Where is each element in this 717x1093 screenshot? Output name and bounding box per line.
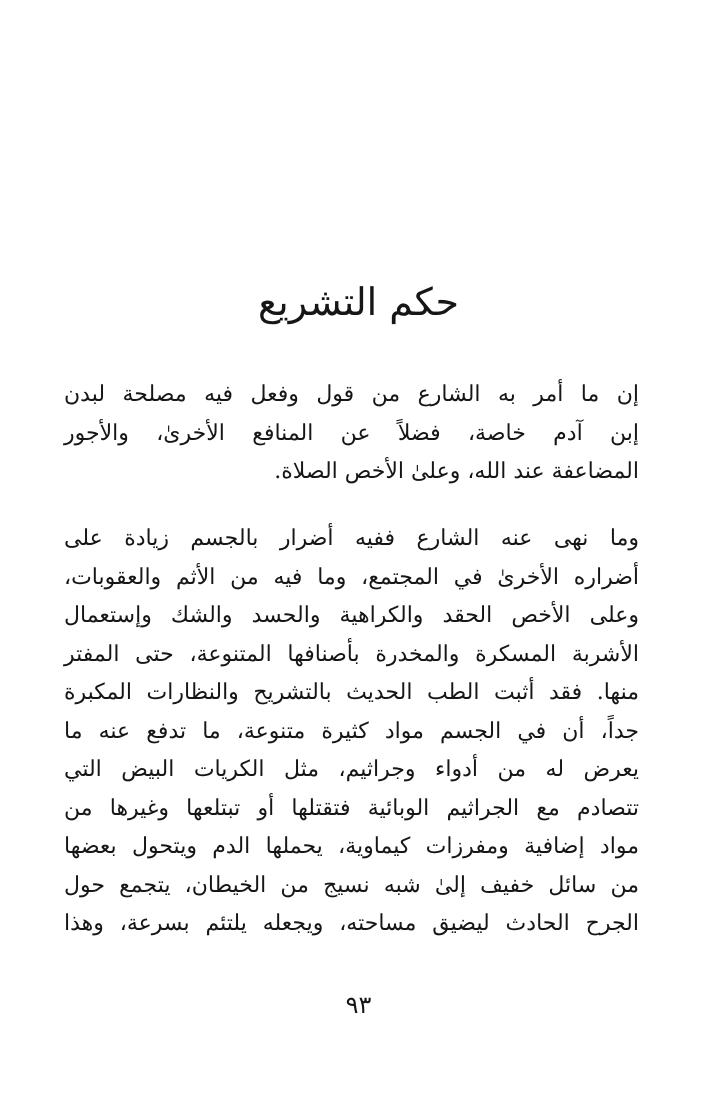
text-line: وما نهى عنه الشارع ففيه أضرار بالجسم زيادة على: [64, 526, 639, 551]
text-line: أضراره الأخرىٰ في المجتمع، وما فيه من الأثم والعقوبات،: [64, 564, 639, 590]
text-line: الجرح الحادث ليضيق مساحته، ويجعله يلتئم بسرعة، وهذا: [64, 911, 639, 936]
text-line: يعرض له من أدواء وجراثيم، مثل الكريات البيض التي: [64, 757, 639, 782]
text-line: إن ما أمر به الشارع من قول وفعل فيه مصلحة لبدن: [64, 382, 639, 407]
paragraph-1: [64, 376, 639, 492]
text-line: المضاعفة عند الله، وعلىٰ الأخص الصلاة.: [274, 459, 639, 484]
text-line: مواد إضافية ومفرزات كيماوية، يحملها الدم ويتحول بعضها: [64, 834, 639, 859]
text-line: جداً، أن في الجسم مواد كثيرة متنوعة، ما تدفع عنه ما: [64, 718, 639, 744]
page-title: حكم التشريع: [257, 280, 460, 324]
text-line: وعلى الأخص الحقد والكراهية والحسد والشك وإستعمال: [64, 603, 639, 628]
text-line: منها. فقد أثبت الطب الحديث بالتشريح والنظارات المكبرة: [64, 680, 639, 705]
text-line: تتصادم مع الجراثيم الوبائية فتقتلها أو تبتلعها وغيرها من: [64, 795, 639, 821]
text-line: إبن آدم خاصة، فضلاً عن المنافع الأخرىٰ، والأجور: [64, 420, 639, 446]
page-number: ٩٣: [345, 991, 372, 1019]
text-line: من سائل خفيف إلىٰ شبه نسيج من الخيطان، يتجمع حول: [64, 872, 639, 898]
text-line: الأشربة المسكرة والمخدرة بأصنافها المتنوعة، حتى المفتر: [64, 641, 639, 667]
paragraph-2: [64, 520, 639, 944]
